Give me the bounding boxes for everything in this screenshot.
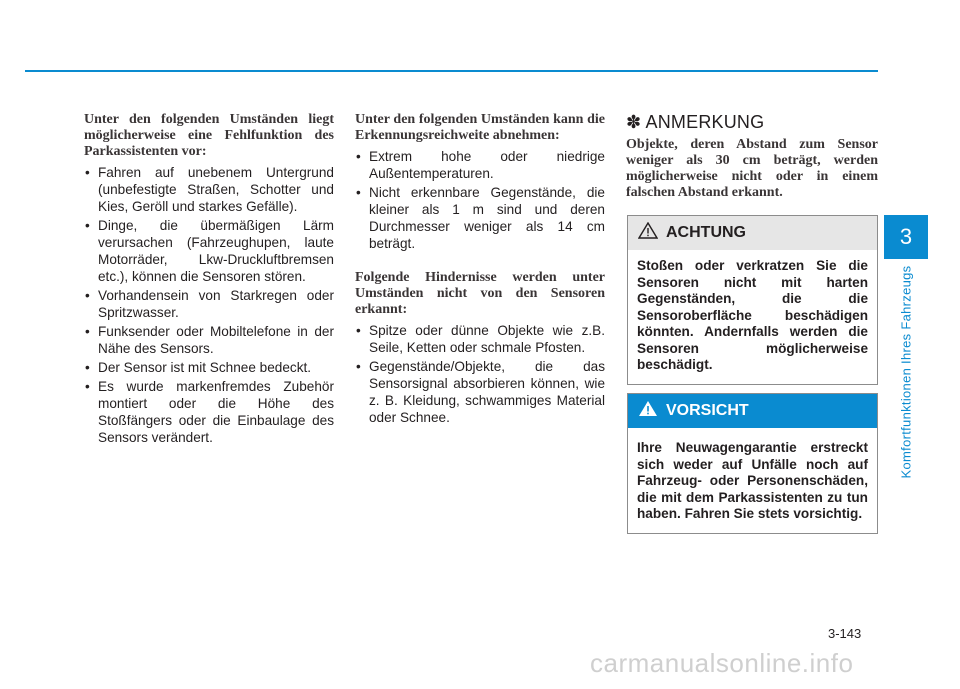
achtung-text: Stoßen oder verkratzen Sie die Sensoren nicht mit harten Gegenständen, die die Sensoroberfläche beschädigen könnten. Andernfalls werden die Sensoren möglicherweise beschädigt. [637,258,868,372]
list-item: • Gegenstände/Objekte, die das Sensorsignal absorbieren können, wie z. B. Kleidung, schwammiges Material oder Schnee. [356,359,605,425]
vorsicht-header [628,394,877,428]
warning-triangle-icon [638,222,658,244]
achtung-header [628,216,877,250]
list-item: • Der Sensor ist mit Schnee bedeckt. [85,360,312,375]
watermark-text: carmanualsonline.info [590,648,854,678]
obstacles-list [355,322,605,426]
header-rule [25,70,878,72]
list-item: • Funksender oder Mobiltelefone in der Nähe des Sensors. [85,324,334,356]
note-text: Objekte, deren Abstand zum Sensor weniger als 30 cm beträgt, werden möglicherweise nicht oder in einem falschen Abstand erkannt. [626,137,878,200]
vorsicht-title: VORSICHT [666,402,749,419]
list-item: • Nicht erkennbare Gegenstände, die kleiner als 1 m sind und deren Durchmesser weniger als 14 cm beträgt. [356,185,605,251]
list-item: • Dinge, die übermäßigen Lärm verursachen (Fahrzeughupen, laute Motorräder, Lkw-Druckluftbremsen etc.), können die Sensoren stören. [85,218,334,284]
obstacles-lead: Folgende Hindernisse werden unter Umständen nicht von den Sensoren erkannt: [355,270,605,317]
note-title: ANMERKUNG [645,112,765,132]
range-lead: Unter den folgenden Umständen kann die Erkennungsreichweite abnehmen: [355,112,605,143]
list-item: • Extrem hohe oder niedrige Außentemperaturen. [356,149,605,181]
malfunction-lead: Unter den folgenden Umständen liegt möglicherweise eine Fehlfunktion des Parkassistenten vor: [84,112,334,159]
column-1 [84,112,334,448]
vorsicht-box [627,393,878,534]
achtung-title: ACHTUNG [666,224,746,241]
list-item: • Vorhandensein von Starkregen oder Spritzwasser. [85,288,334,320]
malfunction-list [84,164,334,446]
list-item: • Es wurde markenfremdes Zubehör montiert oder die Höhe des Stoßfängers oder die Einbaulage des Sensors verändert. [85,379,334,445]
list-item: • Fahren auf unebenem Untergrund (unbefestigte Straßen, Schotter und Kies, Geröll und starkes Gefälle). [85,165,334,214]
chapter-title: Komfortfunktionen Ihres Fahrzeugs [898,265,914,479]
warning-triangle-icon [638,400,658,422]
range-list [355,148,605,252]
achtung-box [627,215,878,385]
list-item: • Spitze oder dünne Objekte wie z.B. Seile, Ketten oder schmale Pfosten. [356,323,605,355]
asterisk-icon: ✽ [626,112,642,132]
page-number: 3-143 [828,626,862,641]
column-2 [355,112,605,428]
note-section [626,112,878,201]
chapter-tab: 3 [884,215,928,259]
vorsicht-text: Ihre Neuwagengarantie erstreckt sich weder auf Unfälle noch auf Fahrzeug- oder Personenschäden, die mit dem Parkassistenten zu tun haben. Fahren Sie stets vorsichtig. [637,440,868,521]
note-heading [626,112,878,133]
